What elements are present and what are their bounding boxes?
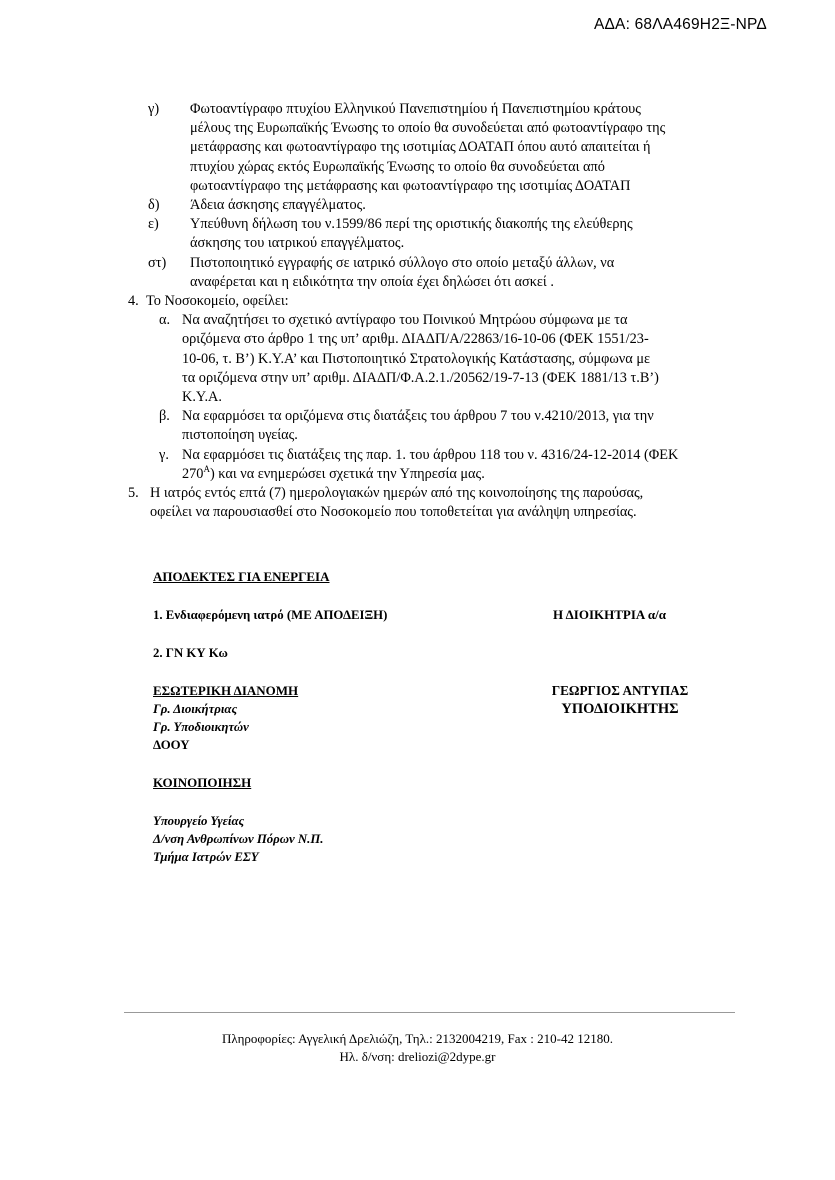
item-label: δ) (148, 197, 160, 214)
text-fragment: ) και να ενημερώσει σχετικά την Υπηρεσία μας. (209, 465, 485, 482)
item-label: α. (159, 312, 171, 329)
item-text (190, 215, 754, 253)
list-item (159, 311, 754, 407)
list-item (148, 100, 754, 196)
list-item (148, 196, 754, 215)
text-line: Άδεια άσκησης επαγγέλματος. (190, 197, 366, 214)
text-line: Να αναζητήσει το σχετικό αντίγραφο του Ποινικού Μητρώου σύμφωνα με τα (182, 312, 628, 329)
action-heading: ΑΠΟΔΕΚΤΕΣ ΓΙΑ ΕΝΕΡΓΕΙΑ (153, 569, 330, 584)
text-line: Υπεύθυνη δήλωση του ν.1599/86 περί της οριστικής διακοπής της ελεύθερης (190, 216, 633, 233)
cc-recipient: Υπουργείο Υγείας (153, 814, 245, 828)
text-line (182, 465, 754, 484)
text-line: οριζόμενα στο άρθρο 1 της υπ’ αριθμ. ΔΙΑΔΠ/Α/22863/16-10-06 (ΦΕΚ 1551/23- (182, 331, 649, 348)
item-text (190, 254, 754, 292)
item-label: ε) (148, 216, 159, 233)
item-text: Το Νοσοκομείο, οφείλει: (146, 293, 289, 310)
cc-recipient: Τμήμα Ιατρών ΕΣΥ (153, 850, 259, 864)
item-label: 5. (128, 485, 139, 502)
text-line: τα οριζόμενα στην υπ’ αριθμ. ΔΙΑΔΠ/Φ.Α.2.1./20562/19-7-13 (ΦΕΚ 1881/13 τ.Β’) (182, 369, 659, 386)
signature-name: ΓΕΩΡΓΙΟΣ ΑΝΤΥΠΑΣ (551, 683, 689, 698)
text-line: άσκησης του ιατρικού επαγγέλματος. (190, 235, 405, 252)
item-text (182, 407, 754, 445)
list-item (159, 407, 754, 445)
item-text (190, 196, 754, 215)
text-line: μέλους της Ευρωπαϊκής Ένωσης το οποίο θα συνοδεύεται από φωτοαντίγραφο της (190, 120, 666, 137)
list-item (128, 292, 754, 311)
internal-recipient: ΔΟΟΥ (153, 738, 190, 752)
text-line: πιστοποίηση υγείας. (182, 427, 298, 444)
text-line: Η ιατρός εντός επτά (7) ημερολογιακών ημερών από της κοινοποίησης της παρούσας, (150, 485, 644, 502)
item-text (182, 311, 754, 407)
internal-recipient: Γρ. Διοικήτριας (153, 702, 238, 716)
item-text (182, 446, 754, 484)
item-text (190, 100, 754, 196)
superscript: Α (203, 464, 210, 475)
item-text (150, 484, 754, 522)
action-recipient-2: 2. ΓΝ ΚΥ Κω (153, 646, 228, 660)
footer-divider (124, 1012, 735, 1013)
list-item (128, 484, 754, 522)
cc-heading: ΚΟΙΝΟΠΟΙΗΣΗ (153, 775, 252, 790)
text-line: πτυχίου χώρας εκτός Ευρωπαϊκής Ένωσης το οποίο θα συνοδεύεται από (190, 158, 605, 175)
text-line: Φωτοαντίγραφο πτυχίου Ελληνικού Πανεπιστημίου ή Πανεπιστημίου κράτους (190, 101, 641, 117)
internal-heading: ΕΣΩΤΕΡΙΚΗ ΔΙΑΝΟΜΗ (153, 683, 299, 698)
text-line: Να εφαρμόσει τις διατάξεις της παρ. 1. του άρθρου 118 του ν. 4316/24-12-2014 (ΦΕΚ (182, 446, 679, 463)
footer-email: Ηλ. δ/νση: dreliozi@2dype.gr (339, 1049, 496, 1064)
internal-recipient: Γρ. Υποδιοικητών (153, 720, 249, 734)
text-line: φωτοαντίγραφο της μετάφρασης και φωτοαντίγραφο της ισοτιμίας ΔΟΑΤΑΠ (190, 177, 631, 194)
recipients-block (153, 568, 387, 866)
document-body (0, 100, 835, 522)
text-line: οφείλει να παρουσιασθεί στο Νοσοκομείο που τοποθετείται για ανάληψη υπηρεσίας. (150, 504, 637, 521)
item-label: γ) (148, 101, 160, 117)
signature-role: Η ΔΙΟΙΚΗΤΡΙΑ α/α (553, 607, 666, 622)
item-label: 4. (128, 293, 139, 310)
list-item (159, 446, 754, 484)
footer-contact: Πληροφορίες: Αγγελική Δρελιώζη, Τηλ.: 2132004219, Fax : 210-42 12180. (222, 1031, 613, 1046)
text-line: Κ.Υ.Α. (182, 389, 222, 406)
signature-title: ΥΠΟΔΙΟΙΚΗΤΗΣ (561, 701, 679, 717)
text-line: Πιστοποιητικό εγγραφής σε ιατρικό σύλλογο στο οποίο μεταξύ άλλων, να (190, 254, 615, 271)
item-label: γ. (159, 446, 169, 463)
cc-recipient: Δ/νση Ανθρωπίνων Πόρων Ν.Π. (153, 832, 324, 846)
list-item (148, 215, 754, 253)
text-line: μετάφρασης και φωτοαντίγραφο της ισοτιμίας ΔΟΑΤΑΠ όπου αυτό απαιτείται ή (190, 139, 651, 156)
text-line: 10-06, τ. Β’) Κ.Υ.Α’ και Πιστοποιητικό Στρατολογικής Κατάστασης, σύμφωνα με (182, 350, 650, 367)
item-label: β. (159, 408, 170, 425)
ada-code: ΑΔΑ: 68ΛΑ469Η2Ξ-ΝΡΔ (593, 16, 767, 33)
action-recipient-1: 1. Ενδιαφερόμενη ιατρό (ΜΕ ΑΠΟΔΕΙΞΗ) (153, 608, 388, 622)
list-item (148, 254, 754, 292)
signature-block (540, 682, 700, 718)
text-fragment: 270 (182, 465, 204, 482)
footer (0, 1030, 835, 1066)
text-line: Να εφαρμόσει τα οριζόμενα στις διατάξεις του άρθρου 7 του ν.4210/2013, για την (182, 408, 654, 425)
text-line: αναφέρεται και η ειδικότητα την οποία έχει δηλώσει ότι ασκεί . (190, 273, 554, 290)
item-label: στ) (148, 254, 167, 271)
